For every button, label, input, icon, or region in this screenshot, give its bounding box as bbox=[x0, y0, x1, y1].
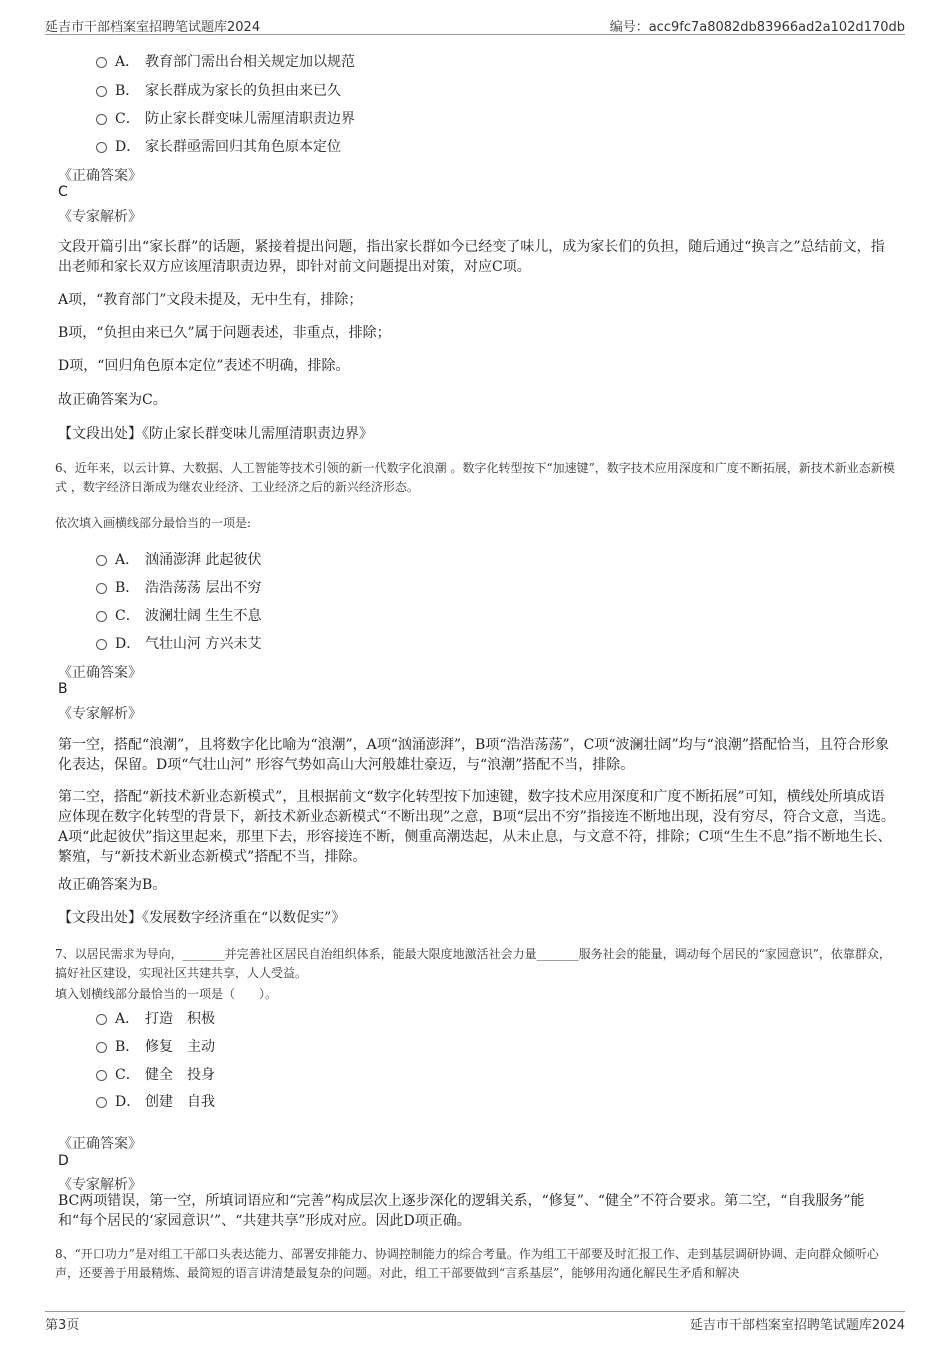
q7-prompt: 填入划横线部分最恰当的一项是（ ）。 bbox=[55, 987, 278, 1001]
q5-option-c[interactable]: C． 防止家长群变味儿需厘清职责边界 bbox=[96, 108, 355, 128]
q6-prompt: 依次填入画横线部分最恰当的一项是: bbox=[55, 516, 252, 530]
q7-option-c[interactable]: C． 健全 投身 bbox=[96, 1064, 215, 1084]
q6-option-d[interactable]: D． 气壮山河 方兴未艾 bbox=[96, 633, 261, 653]
q5-analysis-para: B项，“负担由来已久”属于问题表述，非重点，排除； bbox=[58, 325, 391, 341]
q6-answer: B bbox=[58, 681, 68, 697]
radio-icon[interactable] bbox=[96, 583, 107, 594]
q8-question: 8、“开口功力”是对组工干部口头表达能力、部署安排能力、协调控制能力的综合考量。作为组工干部要及时汇报工作、走到基层调研协调、走向群众倾听心声，还要善于用最精炼、最简短的语言讲清楚最复杂的问题。对此，组工干部要做到“言系基层”，能够用沟通化解民生矛盾和解决 bbox=[55, 1247, 879, 1280]
q6-option-c[interactable]: C． 波澜壮阔 生生不息 bbox=[96, 605, 261, 625]
q5-option-a[interactable]: A． 教育部门需出台相关规定加以规范 bbox=[96, 51, 355, 71]
page-number: 第3页 bbox=[45, 1318, 80, 1333]
q6-source: 【文段出处】《发展数字经济重在“以数促实”》 bbox=[58, 910, 346, 926]
q7-question: 7、以居民需求为导向，_______并完善社区居民自治组织体系，能最大限度地激活社会力量_______服务社会的能量，调动每个居民的“家园意识”，依靠群众，搞好社区建设，实现社区共建共享，人人受益。 bbox=[55, 947, 891, 980]
radio-icon[interactable] bbox=[96, 611, 107, 622]
q7-option-a[interactable]: A． 打造 积极 bbox=[96, 1008, 215, 1028]
radio-icon[interactable] bbox=[96, 142, 107, 153]
header-title: 延吉市干部档案室招聘笔试题库2024 bbox=[45, 20, 261, 35]
radio-icon[interactable] bbox=[96, 1070, 107, 1081]
page-header bbox=[45, 14, 905, 35]
header-doc-id: 编号：acc9fc7a8082db83966ad2a102d170db bbox=[609, 20, 905, 35]
page-footer bbox=[45, 1311, 905, 1336]
footer-title: 延吉市干部档案室招聘笔试题库2024 bbox=[689, 1318, 905, 1333]
radio-icon[interactable] bbox=[96, 1042, 107, 1053]
q5-option-b[interactable]: B． 家长群成为家长的负担由来已久 bbox=[96, 80, 341, 100]
q7-option-b[interactable]: B． 修复 主动 bbox=[96, 1036, 215, 1056]
radio-icon[interactable] bbox=[96, 86, 107, 97]
q5-answer: C bbox=[58, 184, 68, 200]
q7-answer: D bbox=[58, 1153, 69, 1169]
q5-analysis-para: A项，“教育部门”文段未提及，无中生有，排除； bbox=[58, 292, 363, 308]
radio-icon[interactable] bbox=[96, 1014, 107, 1025]
q5-answer-label: 《正确答案》 bbox=[58, 168, 142, 184]
q7-option-d[interactable]: D． 创建 自我 bbox=[96, 1091, 215, 1111]
q6-analysis-label: 《专家解析》 bbox=[58, 706, 142, 722]
radio-icon[interactable] bbox=[96, 555, 107, 566]
q6-question: 6、近年来，以云计算、大数据、人工智能等技术引领的新一代数字化浪潮 。数字化转型按下“加速键”，数字技术应用深度和广度不断拓展，新技术新业态新模式 ，数字经济日渐成为继农业经济、工业经济之后的新兴经济形态。 bbox=[55, 461, 895, 494]
q5-analysis-para: D项，“回归角色原本定位”表述不明确，排除。 bbox=[58, 358, 350, 374]
q6-analysis-para: 第二空，搭配“新技术新业态新模式”，且根据前文“数字化转型按下加速键，数字技术应用深度和广度不断拓展”可知，横线处所填成语应体现在数字化转型的背景下，新技术新业态新模式“不断出现”之意，B项“层出不穷”指接连不断地出现，没有穷尽，符合文意，当选。A项“此起彼伏”指这里起来，那里下去，形容接连不断，侧重高潮迭起，从未止息，与文意不符，排除；C项“生生不息”指不断地生长、繁殖，与“新技术新业态新模式”搭配不当，排除。 bbox=[58, 789, 895, 865]
q7-answer-label: 《正确答案》 bbox=[58, 1136, 142, 1152]
radio-icon[interactable] bbox=[96, 114, 107, 125]
q5-source: 【文段出处】《防止家长群变味儿需厘清职责边界》 bbox=[58, 426, 373, 442]
radio-icon[interactable] bbox=[96, 639, 107, 650]
q6-answer-label: 《正确答案》 bbox=[58, 665, 142, 681]
q5-option-d[interactable]: D． 家长群亟需回归其角色原本定位 bbox=[96, 136, 341, 156]
radio-icon[interactable] bbox=[96, 1097, 107, 1108]
q7-analysis-label: 《专家解析》 bbox=[58, 1177, 142, 1193]
radio-icon[interactable] bbox=[96, 57, 107, 68]
q7-analysis-para: BC两项错误，第一空，所填词语应和“完善”构成层次上逐步深化的逻辑关系，“修复”、“健全”不符合要求。第二空，“自我服务”能和“每个居民的‘家园意识’”、“共建共享”形成对应。因此D项正确。 bbox=[58, 1193, 865, 1229]
q5-analysis-label: 《专家解析》 bbox=[58, 209, 142, 225]
q6-analysis-para: 第一空，搭配“浪潮”，且将数字化比喻为“浪潮”，A项“汹涌澎湃”，B项“浩浩荡荡”，C项“波澜壮阔”均与“浪潮”搭配恰当，且符合形象化表达，保留。D项“气壮山河” 形容气势如高山大河般雄壮豪迈，与“浪潮”搭配不当，排除。 bbox=[58, 737, 889, 773]
q6-analysis-para: 故正确答案为B。 bbox=[58, 877, 167, 893]
q6-option-a[interactable]: A． 汹涌澎湃 此起彼伏 bbox=[96, 549, 261, 569]
q5-analysis-para: 故正确答案为C。 bbox=[58, 392, 167, 408]
q5-analysis-para: 文段开篇引出“家长群”的话题，紧接着提出问题，指出家长群如今已经变了味儿，成为家长们的负担，随后通过“换言之”总结前文，指出老师和家长双方应该厘清职责边界，即针对前文问题提出对策，对应C项。 bbox=[58, 239, 885, 275]
q6-option-b[interactable]: B． 浩浩荡荡 层出不穷 bbox=[96, 577, 261, 597]
